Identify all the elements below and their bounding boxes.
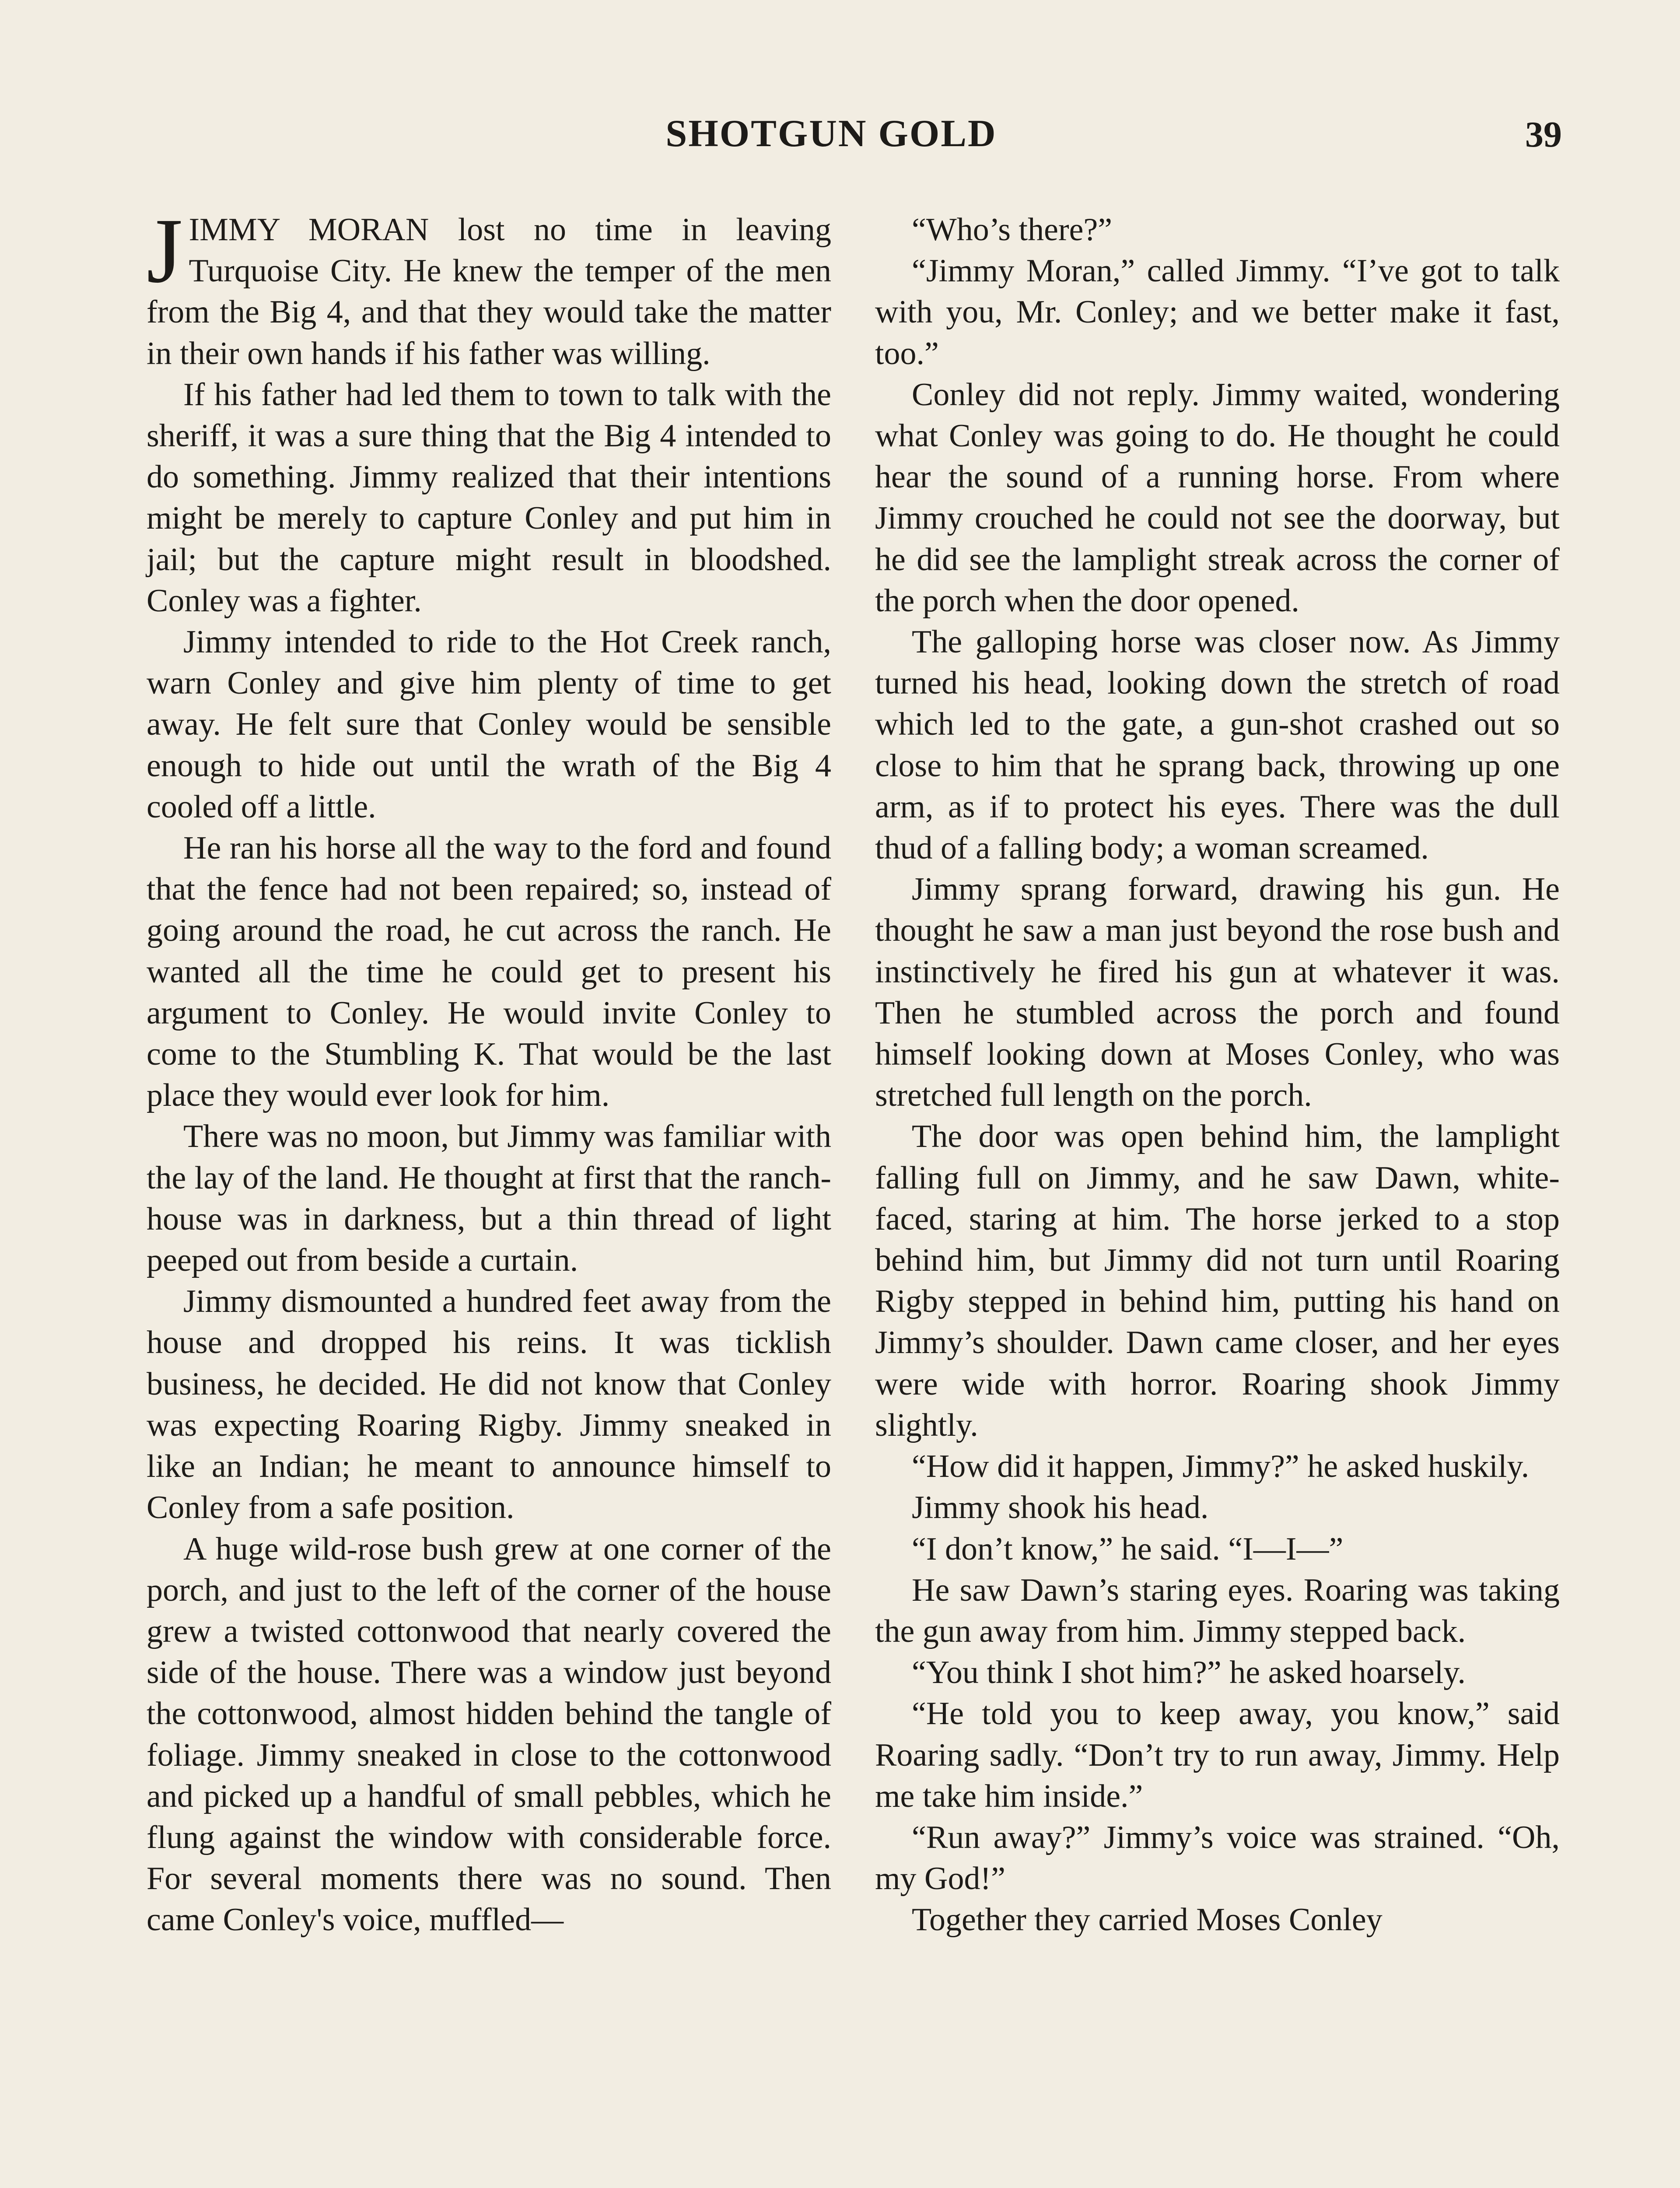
paragraph-text: lost no time in leaving Turquoise City. He knew the temper of the men from the Big 4, and that they would take the matter in their own hands if his father was willing. (147, 212, 831, 372)
paragraph: “Who’s there?” (912, 212, 1113, 248)
paragraph: Conley did not reply. Jimmy waited, wondering what Conley was going to do. He thought he could hear the sound of a running horse. From where Jimmy crouched he could not see the doorway, but he did see the lamplight streak across the corner of the porch when the door opened. (875, 376, 1560, 619)
paragraph: “Jimmy Moran,” called Jimmy. “I’ve got to talk with you, Mr. Conley; and we better make it fast, too.” (875, 253, 1560, 372)
paragraph: He saw Dawn’s staring eyes. Roaring was taking the gun away from him. Jimmy stepped back. (875, 1572, 1560, 1649)
paragraph: Jimmy intended to ride to the Hot Creek ranch, warn Conley and give him plenty of time to get away. He felt sure that Conley would be sensible enough to hide out until the wrath of the Big 4 cooled off a little. (147, 624, 831, 825)
paragraph: “Run away?” Jimmy’s voice was strained. “Oh, my God!” (875, 1819, 1560, 1897)
paragraph: If his father had led them to town to talk with the sheriff, it was a sure thing that the Big 4 intended to do something. Jimmy realized that their intentions might be merely to capture Conley and put him in jail; but the capture might result in bloodshed. Conley was a fighter. (147, 376, 831, 619)
drop-cap: J (147, 199, 183, 302)
paragraph: “He told you to keep away, you know,” said Roaring sadly. “Don’t try to run away, Jimmy. Help me take him inside.” (875, 1696, 1560, 1814)
paragraph: Together they carried Moses Conley (912, 1902, 1382, 1938)
paragraph: “How did it happen, Jimmy?” he asked huskily. (912, 1448, 1530, 1485)
paragraph: The galloping horse was closer now. As Jimmy turned his head, looking down the stretch of road which led to the gate, a gun-shot crashed out so close to him that he sprang back, throwing up one arm, as if to protect his eyes. There was the dull thud of a falling body; a woman screamed. (875, 624, 1560, 866)
paragraph: There was no moon, but Jimmy was familiar with the lay of the land. He thought at first that the ranch-house was in darkness, but a thin thread of light peeped out from beside a curtain. (147, 1119, 831, 1279)
running-title: SHOTGUN GOLD (665, 112, 997, 155)
lead-in: IMMY MORAN (189, 212, 429, 248)
paragraph (147, 199, 831, 374)
paragraph: Jimmy shook his head. (912, 1490, 1209, 1526)
right-column (875, 209, 1560, 1941)
paragraph: Jimmy dismounted a hundred feet away from the house and dropped his reins. It was ticklish business, he decided. He did not know that Conley was expecting Roaring Rigby. Jimmy sneaked in like an Indian; he meant to announce himself to Conley from a safe position. (147, 1283, 831, 1526)
paragraph: “I don’t know,” he said. “I—I—” (912, 1531, 1344, 1567)
paragraph: He ran his horse all the way to the ford and found that the fence had not been repaired; so, instead of going around the road, he cut across the ranch. He wanted all the time he could get to present his argument to Conley. He would invite Conley to come to the Stumbling K. That would be the last place they would ever look for him. (147, 830, 831, 1114)
paragraph: A huge wild-rose bush grew at one corner of the porch, and just to the left of the corner of the house grew a twisted cottonwood that nearly covered the side of the house. There was a window just beyond the cottonwood, almost hidden behind the tangle of foliage. Jimmy sneaked in close to the cottonwood and picked up a handful of small pebbles, which he flung against the window with considerable force. For several moments there was no sound. Then came Conley's voice, muffled— (147, 1531, 831, 1938)
paragraph: Jimmy sprang forward, drawing his gun. He thought he saw a man just beyond the rose bush and instinctively he fired his gun at whatever it was. Then he stumbled across the porch and found himself looking down at Moses Conley, who was stretched full length on the porch. (875, 871, 1560, 1114)
left-column (147, 199, 831, 1941)
paragraph: “You think I shot him?” he asked hoarsely. (912, 1655, 1466, 1691)
paragraph: The door was open behind him, the lamplight falling full on Jimmy, and he saw Dawn, white-faced, staring at him. The horse jerked to a stop behind him, but Jimmy did not turn until Roaring Rigby stepped in behind him, putting his hand on Jimmy’s shoulder. Dawn came closer, and her eyes were wide with horror. Roaring shook Jimmy slightly. (875, 1119, 1560, 1443)
page-number: 39 (1525, 114, 1562, 155)
